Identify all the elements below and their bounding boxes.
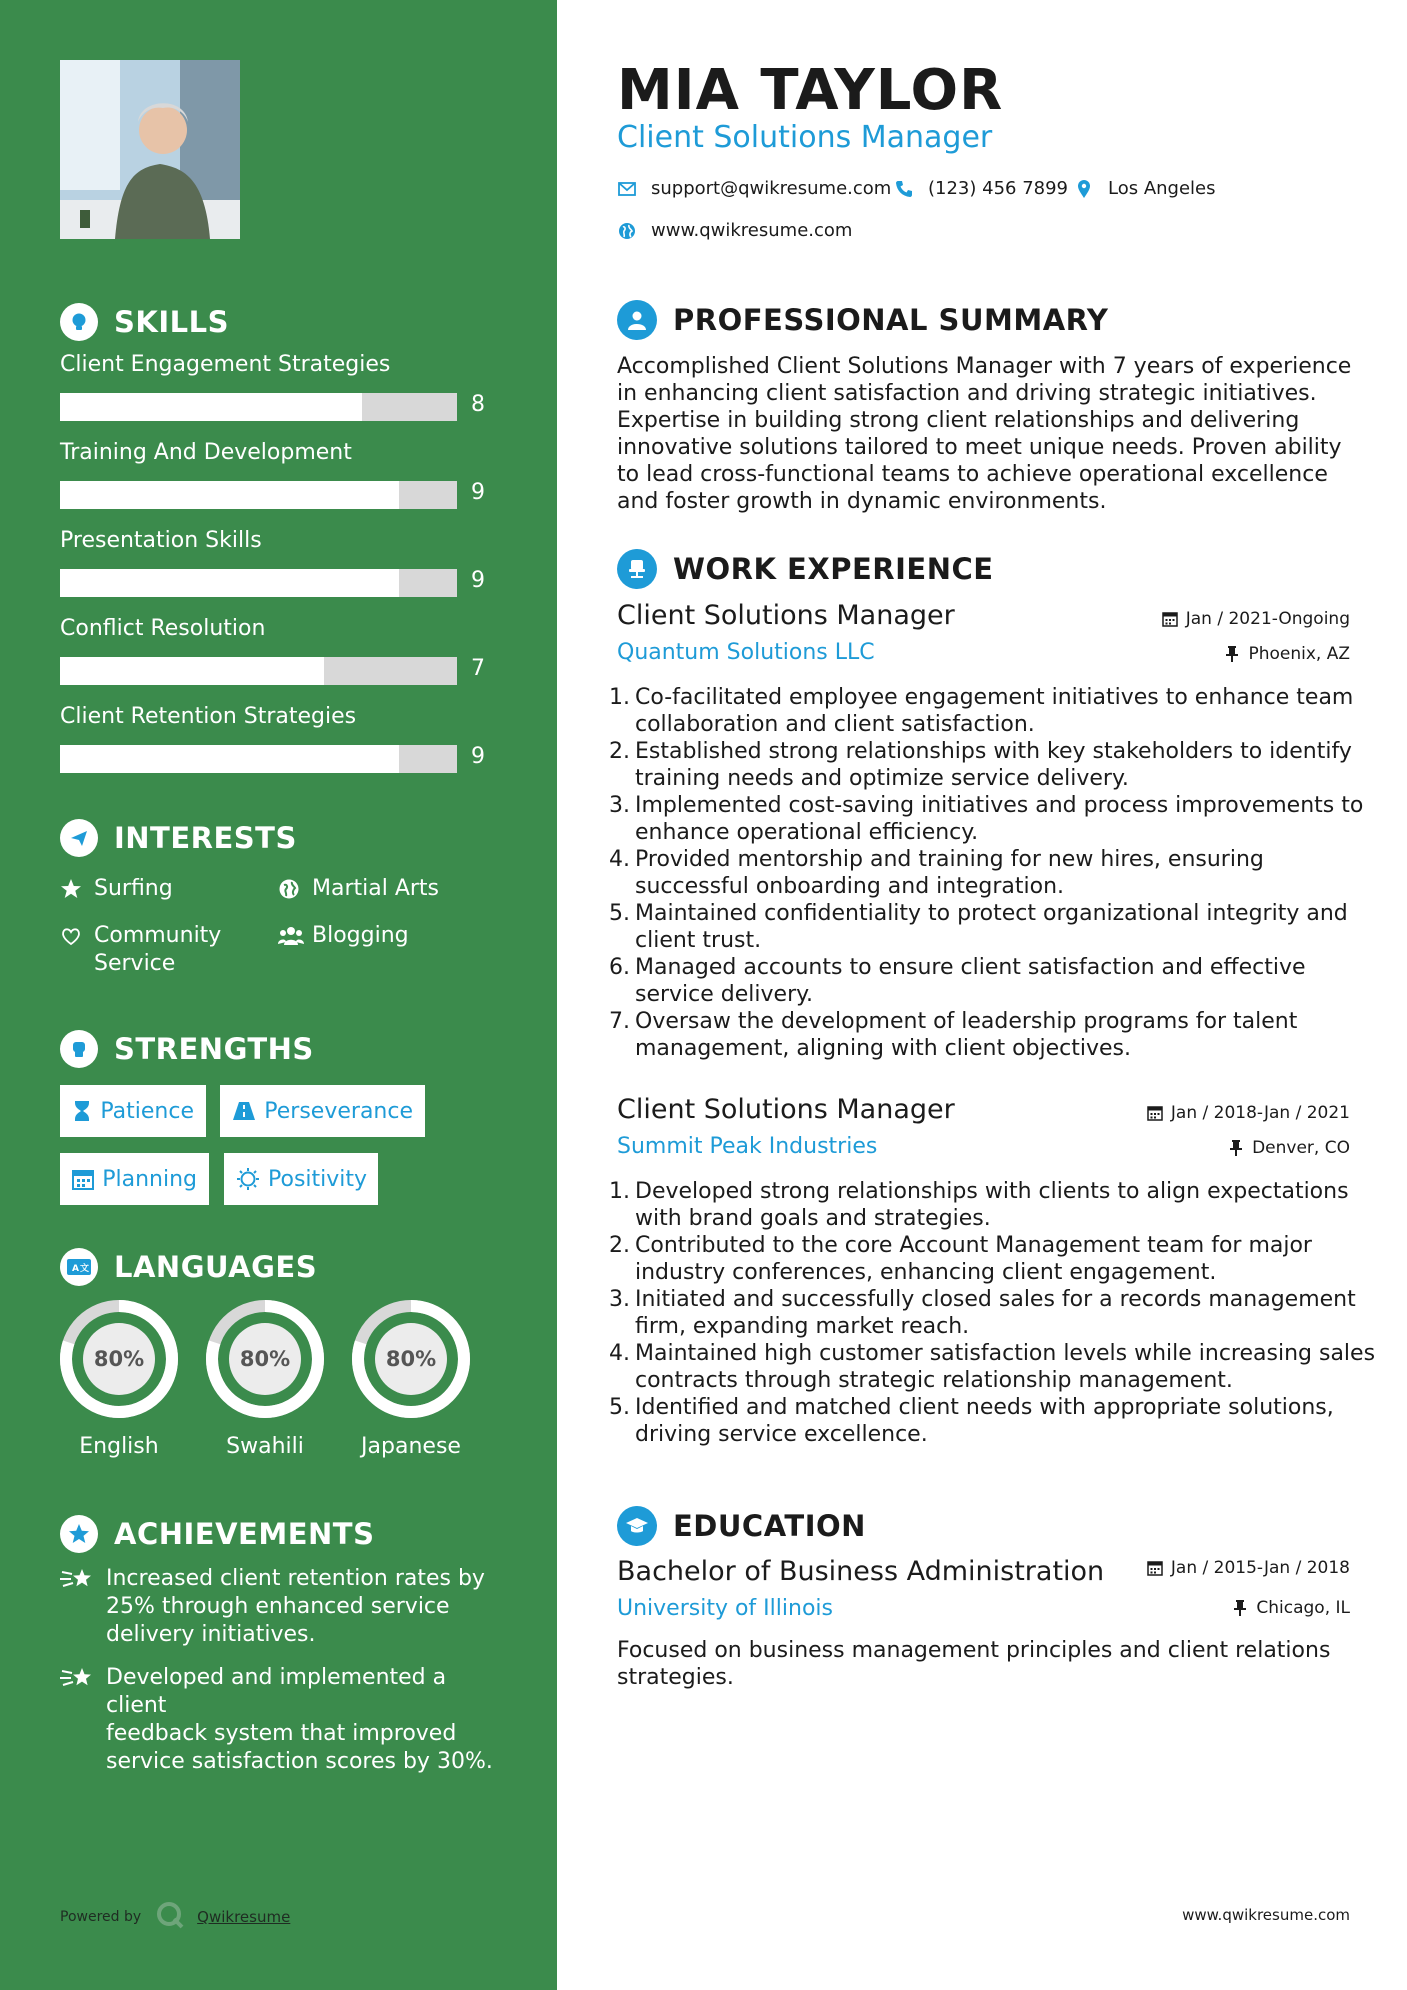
fist-icon [60,1030,98,1068]
profile-photo [60,60,240,239]
duty-number: 2. [609,1233,630,1258]
education-location-text: Chicago, IL [1256,1598,1350,1618]
powered-by-label: Powered by [60,1909,142,1925]
summary-heading [617,300,1108,340]
user-icon [617,300,657,340]
candidate-role: Client Solutions Manager [617,120,993,155]
star-icon [60,875,86,903]
map-pin-icon [1074,179,1094,199]
skill-bar-fill [60,657,324,685]
duty-text: Maintained confidentiality to protect organizational integrity and client trust. [635,901,1348,953]
job-company: Summit Peak Industries [617,1134,878,1159]
duty-number: 1. [609,685,630,710]
interest-community-service [60,922,221,978]
duty-text: Maintained high customer satisfaction levels while increasing sales contracts through strategic relationship management. [635,1341,1376,1393]
skill-name: Conflict Resolution [60,616,266,641]
duty-number: 4. [609,1341,630,1366]
qwikresume-link[interactable]: Qwikresume [197,1908,291,1926]
skill-value: 9 [471,568,485,593]
interest-surfing [60,875,173,903]
duty-item [609,1232,1377,1286]
summary-heading-text: PROFESSIONAL SUMMARY [673,303,1109,337]
envelope-icon [617,179,637,199]
skill-name: Presentation Skills [60,528,262,553]
achievement-text [106,1565,485,1649]
powered-by [60,1900,290,1934]
duty-text: Established strong relationships with key stakeholders to identify training needs and optimize service delivery. [635,739,1352,791]
calendar-icon [72,1166,94,1192]
language-ring [57,1297,181,1421]
skill-value: 8 [471,392,485,417]
duty-text: Initiated and successfully closed sales for a records management firm, expanding market reach. [635,1287,1356,1339]
job-location [1223,644,1350,664]
heart-icon [60,922,86,950]
duty-text: Identified and matched client needs with appropriate solutions, driving service excellence. [635,1395,1334,1447]
qwikresume-logo-icon [155,1900,185,1934]
skill-bar-fill [60,745,399,773]
duty-number: 2. [609,739,630,764]
job-title: Client Solutions Manager [617,600,955,631]
duty-text: Provided mentorship and training for new hires, ensuring successful onboarding and integration. [635,847,1264,899]
achievement-line: delivery initiatives. [106,1622,316,1647]
footer-website-link[interactable]: www.qwikresume.com [1182,1906,1350,1924]
education-heading-text: EDUCATION [673,1509,866,1543]
language-name: Swahili [226,1434,304,1459]
achievements-heading [60,1515,374,1553]
job-company: Quantum Solutions LLC [617,640,875,665]
duty-number: 7. [609,1009,630,1034]
contact-location [1074,178,1216,199]
strength-chip-patience [60,1085,206,1137]
language-ring [349,1297,473,1421]
language-ring [203,1297,327,1421]
achievement-line: Increased client retention rates by [106,1566,485,1591]
strength-label: Patience [100,1098,194,1124]
summary-text: Accomplished Client Solutions Manager with 7 years of experience in enhancing client satisfaction and driving strategic initiatives. Expertise in building strong client relationships and delivering innovative solutions tailored to meet unique needs. Proven ability to lead cross-functional teams to achieve operational excellence and foster growth in dynamic environments. [617,354,1352,514]
language-name: English [79,1434,159,1459]
duty-item [609,1340,1377,1394]
duty-number: 4. [609,847,630,872]
language-percent: 80% [93,1347,145,1371]
education-school: University of Illinois [617,1596,833,1621]
duty-item [609,1286,1377,1340]
education-location [1231,1598,1350,1618]
location-text: Los Angeles [1108,178,1216,199]
interest-blogging [278,922,409,950]
achievement-text [106,1664,500,1776]
duty-number: 5. [609,901,630,926]
candidate-name: MIA TAYLOR [617,58,1004,123]
strength-label: Perseverance [264,1098,413,1124]
skill-bar [60,569,457,597]
interest-label-line: Community [94,923,222,948]
skill-bar-fill [60,569,399,597]
achievement-item [60,1664,500,1776]
experience-heading-text: WORK EXPERIENCE [673,552,994,586]
skill-bar [60,745,457,773]
email-text: support@qwikresume.com [651,178,892,199]
interest-martial-arts [278,875,439,903]
skill-name: Client Retention Strategies [60,704,357,729]
shooting-star-icon [60,1565,94,1593]
duty-item [609,1394,1377,1448]
calendar-icon [1161,610,1179,628]
skill-name: Training And Development [60,440,352,465]
contact-website[interactable] [617,220,852,241]
languages-heading-text: LANGUAGES [114,1250,318,1284]
interest-label-line: Service [94,951,176,976]
duty-text: Managed accounts to ensure client satisfaction and effective service delivery. [635,955,1306,1007]
strength-label: Planning [102,1166,197,1192]
pushpin-icon [1227,1139,1245,1157]
skill-bar [60,481,457,509]
pushpin-icon [1223,645,1241,663]
interest-label: Blogging [312,923,409,948]
job-duties [609,1178,1377,1448]
achievement-line: service satisfaction scores by 30%. [106,1749,493,1774]
achievement-line: Developed and implemented a client [106,1665,447,1718]
job-location-text: Phoenix, AZ [1248,644,1350,664]
skill-value: 7 [471,656,485,681]
education-heading [617,1506,866,1546]
strengths-heading [60,1030,314,1068]
duty-item [609,684,1377,738]
website-text: www.qwikresume.com [651,220,853,241]
skill-name: Client Engagement Strategies [60,352,391,377]
interest-label [94,922,221,978]
graduation-cap-icon [617,1506,657,1546]
achievement-line: 25% through enhanced service [106,1594,450,1619]
star-badge-icon [60,1515,98,1553]
phone-icon [894,179,914,199]
duty-item [609,738,1377,792]
language-name: Japanese [361,1434,461,1459]
language-percent: 80% [239,1347,291,1371]
education-dates [1146,1558,1350,1578]
achievement-line: feedback system that improved [106,1721,457,1746]
duty-number: 5. [609,1395,630,1420]
strength-chip-positivity [224,1153,378,1205]
job-duties [609,684,1377,1062]
achievements-heading-text: ACHIEVEMENTS [114,1517,375,1551]
language-percent: 80% [385,1347,437,1371]
achievement-item [60,1565,500,1649]
skills-heading [60,303,229,341]
duty-item [609,1178,1377,1232]
duty-item [609,954,1377,1008]
duty-number: 3. [609,793,630,818]
education-degree: Bachelor of Business Administration [617,1556,1105,1587]
shooting-star-icon [60,1664,94,1692]
skill-bar-fill [60,481,399,509]
education-dates-text: Jan / 2015-Jan / 2018 [1170,1558,1350,1578]
globe-icon [617,221,637,241]
sidebar [0,0,557,1990]
duty-number: 6. [609,955,630,980]
skill-value: 9 [471,480,485,505]
experience-heading [617,549,994,589]
job-dates-text: Jan / 2021-Ongoing [1185,609,1350,629]
strength-chip-perseverance [220,1085,425,1137]
duty-item [609,1008,1377,1062]
sun-icon [236,1166,260,1192]
duty-text: Co-facilitated employee engagement initiatives to enhance team collaboration and client satisfaction. [635,685,1354,737]
paper-plane-icon [60,819,98,857]
strength-chip-planning [60,1153,209,1205]
job-dates [1146,1103,1350,1123]
skills-heading-text: SKILLS [114,305,229,339]
svg-text:文: 文 [80,1264,90,1274]
interest-label: Surfing [94,876,173,901]
duty-item [609,846,1377,900]
languages-heading [60,1248,317,1286]
main-content [557,0,1407,1990]
job-location-text: Denver, CO [1252,1138,1350,1158]
strengths-heading-text: STRENGTHS [114,1032,314,1066]
calendar-icon [1146,1104,1164,1122]
job-title: Client Solutions Manager [617,1094,955,1125]
duty-item [609,900,1377,954]
hourglass-icon [72,1098,92,1124]
contact-phone[interactable] [894,178,1068,199]
duty-text: Oversaw the development of leadership programs for talent management, aligning with client objectives. [635,1009,1298,1061]
strength-label: Positivity [268,1166,368,1192]
users-icon [278,922,304,950]
duty-text: Contributed to the core Account Management team for major industry conferences, enhancing client engagement. [635,1233,1312,1285]
job-dates-text: Jan / 2018-Jan / 2021 [1170,1103,1350,1123]
calendar-icon [1146,1559,1164,1577]
skill-bar [60,393,457,421]
office-chair-icon [617,549,657,589]
translate-icon [60,1248,98,1286]
contact-email[interactable] [617,178,891,199]
skill-bar-fill [60,393,362,421]
duty-text: Developed strong relationships with clients to align expectations with brand goals and strategies. [635,1179,1349,1231]
interests-heading-text: INTERESTS [114,821,297,855]
globe-icon [278,875,304,903]
job-dates [1161,609,1350,629]
interest-label: Martial Arts [312,876,440,901]
duty-text: Implemented cost-saving initiatives and process improvements to enhance operational efficiency. [635,793,1364,845]
road-icon [232,1098,256,1124]
lightbulb-icon [60,303,98,341]
interests-heading [60,819,297,857]
skill-bar [60,657,457,685]
job-location [1227,1138,1350,1158]
duty-item [609,792,1377,846]
phone-text: (123) 456 7899 [928,178,1069,199]
pushpin-icon [1231,1599,1249,1617]
svg-text:A: A [72,1264,79,1274]
duty-number: 1. [609,1179,630,1204]
duty-number: 3. [609,1287,630,1312]
education-description: Focused on business management principles and client relations strategies. [617,1638,1331,1690]
skill-value: 9 [471,744,485,769]
